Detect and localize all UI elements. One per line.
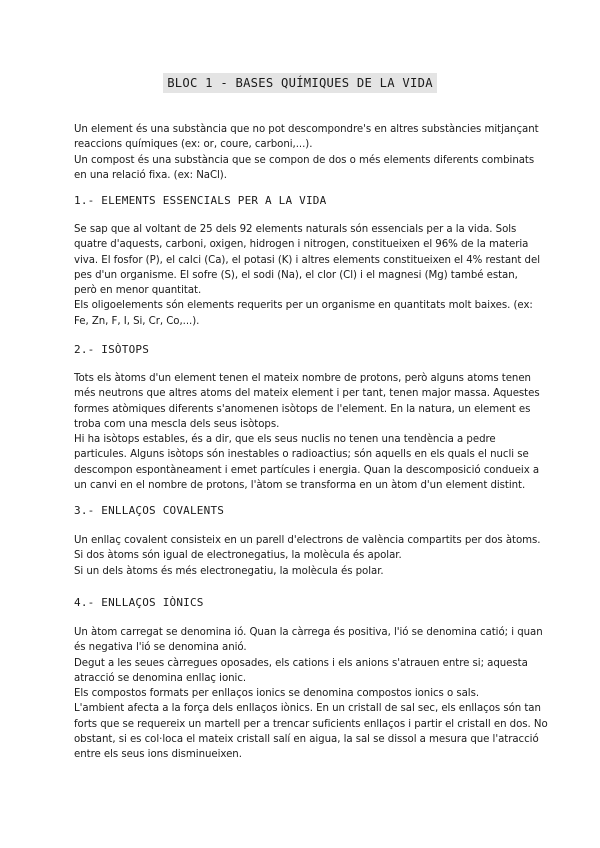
text-line: però en menor quantitat. (74, 285, 202, 297)
section-heading-isotops: 2.- ISÒTOPS (74, 343, 150, 356)
text-line: quatre d'aquests, carboni, oxigen, hidrogen i nitrogen, constitueixen el 96% de la materia (74, 239, 529, 251)
text-line: viva. El fosfor (P), el calci (Ca), el potasi (K) i altres elements constitueixen el 4% restant del (74, 254, 540, 266)
text-line: Fe, Zn, F, I, Si, Cr, Co,...). (74, 315, 200, 327)
text-line: descompon espontàneament i emet partícules i energia. Quan la descomposició condueix a (74, 464, 540, 476)
text-line: Els oligoelements són elements requerits per un organisme en quantitats molt baixes. (ex: (74, 300, 533, 312)
text-line: Un enllaç covalent consisteix en un parell d'electrons de valència compartits per dos àtoms. (74, 535, 541, 546)
text-line: Se sap que al voltant de 25 dels 92 elements naturals són essencials per a la vida. Sols (74, 224, 517, 235)
text-line: particules. Alguns isòtops són inestables o radioactius; són aquells en els quals el nucli se (74, 449, 529, 461)
text-line: Degut a les seues càrregues oposades, els cations i els anions s'atrauen entre si; aquesta (74, 657, 528, 669)
text-line: L'ambient afecta a la força dels enllaços iònics. En un cristall de sal sec, els enllaços són tan (74, 703, 541, 715)
section-heading-elements: 1.- ELEMENTS ESSENCIALS PER A LA VIDA (74, 194, 327, 207)
text-line: formes atòmiques diferents s'anomenen isòtops de l'element. En la natura, un element es (74, 403, 531, 415)
section-heading-ionic: 4.- ENLLAÇOS IÒNICS (74, 596, 204, 609)
text-line: obstant, si es col·loca el mateix cristall salí en aigua, la sal se dissol a mesura que l'atracció (74, 734, 539, 746)
section-body-ionic (74, 625, 548, 763)
intro-paragraph (74, 122, 539, 183)
text-line: Un compost és una substància que se compon de dos o més elements diferents combinats (74, 154, 535, 166)
text-line: atracció se denomina enllaç ionic. (74, 672, 247, 684)
section-body-covalent (74, 533, 541, 579)
text-line: entre els seus ions disminueixen. (74, 749, 242, 761)
section-heading-covalent: 3.- ENLLAÇOS COVALENTS (74, 504, 225, 517)
text-line: és negativa l'ió se denomina anió. (74, 642, 247, 654)
text-line: més neutrons que altres atoms del mateix element i per tant, tenen major massa. Aquestes (74, 388, 540, 400)
text-line: Un element és una substància que no pot descompondre's en altres substàncies mitjançant (74, 124, 539, 135)
text-line: reaccions químiques (ex: or, coure, carboni,...). (74, 139, 313, 151)
text-line: Els compostos formats per enllaços ionics se denomina compostos ionics o sals. (74, 688, 480, 700)
text-line: pes d'un organisme. El sofre (S), el sodi (Na), el clor (Cl) i el magnesi (Mg) també estan, (74, 269, 518, 281)
text-line: forts que se requereix un martell per a trencar suficients enllaços i partir el cristall en dos. No (74, 718, 548, 730)
text-line: Si un dels àtoms és més electronegatiu, la molècula és polar. (74, 565, 384, 577)
text-line: Hi ha isòtops estables, és a dir, que els seus nuclis no tenen una tendència a pedre (74, 434, 496, 446)
text-line: en una relació fixa. (ex: NaCl). (74, 169, 227, 181)
page-title: BLOC 1 - BASES QUÍMIQUES DE LA VIDA (163, 73, 437, 93)
text-line: Tots els àtoms d'un element tenen el mateix nombre de protons, però alguns atoms tenen (74, 373, 531, 384)
text-line: troba com una mescla dels seus isòtops. (74, 418, 280, 430)
text-line: Si dos àtoms són igual de electronegatius, la molècula és apolar. (74, 550, 402, 562)
section-body-isotops (74, 371, 540, 493)
title-container (0, 72, 600, 93)
text-line: un canvi en el nombre de protons, l'àtom se transforma en un àtom d'un element distint. (74, 480, 526, 492)
text-line: Un àtom carregat se denomina ió. Quan la càrrega és positiva, l'ió se denomina catió; i quan (74, 627, 543, 638)
section-body-elements (74, 222, 540, 329)
